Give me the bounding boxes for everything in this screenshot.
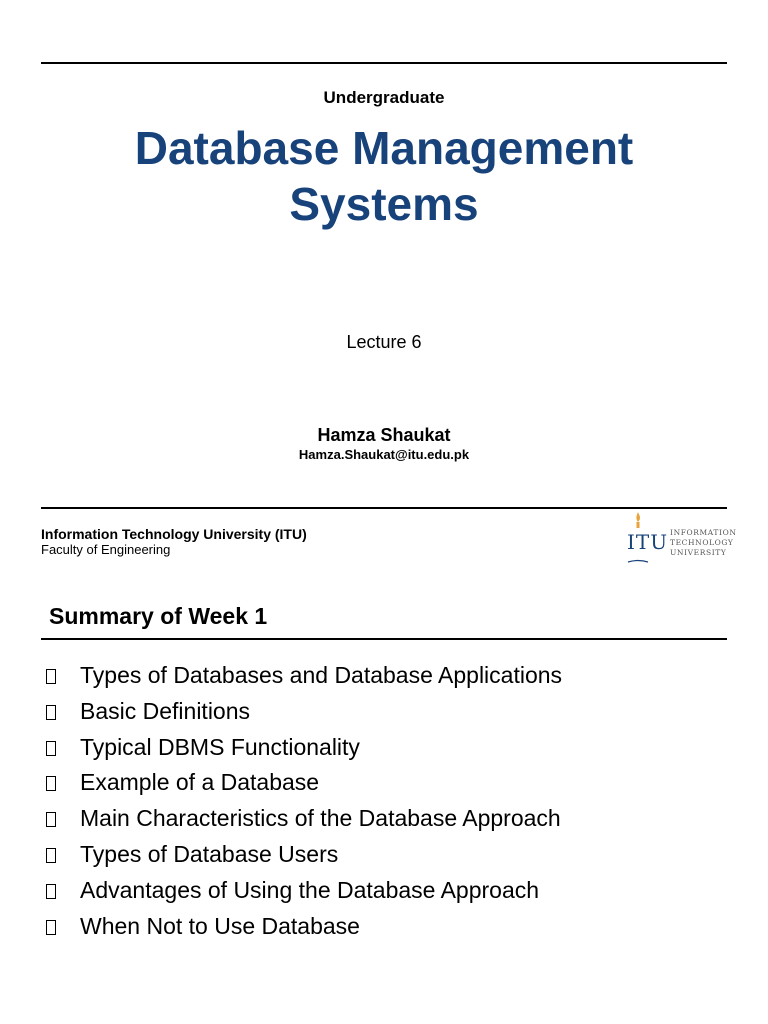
logo-wordmark — [670, 528, 737, 558]
list-item-text: Basic Definitions — [80, 697, 251, 724]
list-item — [46, 873, 562, 909]
bullet-box-icon — [46, 705, 56, 720]
list-item — [46, 909, 562, 945]
list-item-text: When Not to Use Database — [80, 912, 360, 939]
bullet-box-icon — [46, 920, 56, 935]
list-item — [46, 765, 562, 801]
course-level: Undergraduate — [323, 88, 445, 107]
list-item — [46, 837, 562, 873]
bullet-box-icon — [46, 776, 56, 791]
bullet-box-icon — [46, 848, 56, 863]
lecture-number: Lecture 6 — [346, 332, 422, 352]
logo-letters: ITU — [627, 530, 669, 554]
summary-list — [46, 658, 562, 944]
list-item — [46, 658, 562, 694]
logo-word-1: INFORMATION — [670, 528, 737, 537]
bullet-box-icon — [46, 884, 56, 899]
course-title-line-2: Systems — [289, 178, 479, 230]
footer-divider — [41, 507, 727, 509]
logo-word-3: UNIVERSITY — [670, 548, 727, 557]
bullet-box-icon — [46, 812, 56, 827]
list-item-text: Types of Database Users — [80, 840, 339, 867]
author-name: Hamza Shaukat — [317, 425, 451, 445]
section-divider — [41, 638, 727, 640]
course-title-line-1: Database Management — [134, 122, 634, 174]
list-item — [46, 694, 562, 730]
list-item-text: Advantages of Using the Database Approach — [80, 876, 540, 903]
list-item-text: Example of a Database — [80, 769, 320, 796]
list-item-text: Main Characteristics of the Database Approach — [80, 805, 561, 832]
university-name: Information Technology University (ITU) — [41, 526, 307, 542]
bullet-box-icon — [46, 669, 56, 684]
itu-logo — [622, 512, 737, 566]
top-divider — [41, 62, 727, 64]
bullet-box-icon — [46, 741, 56, 756]
list-item — [46, 730, 562, 766]
list-item — [46, 801, 562, 837]
list-item-text: Types of Databases and Database Applications — [80, 662, 563, 688]
logo-word-2: TECHNOLOGY — [670, 538, 734, 547]
section-heading: Summary of Week 1 — [49, 603, 268, 629]
faculty-name: Faculty of Engineering — [41, 542, 171, 557]
list-item-text: Typical DBMS Functionality — [80, 733, 360, 760]
course-title — [0, 120, 768, 232]
author-email: Hamza.Shaukat@itu.edu.pk — [298, 447, 470, 462]
